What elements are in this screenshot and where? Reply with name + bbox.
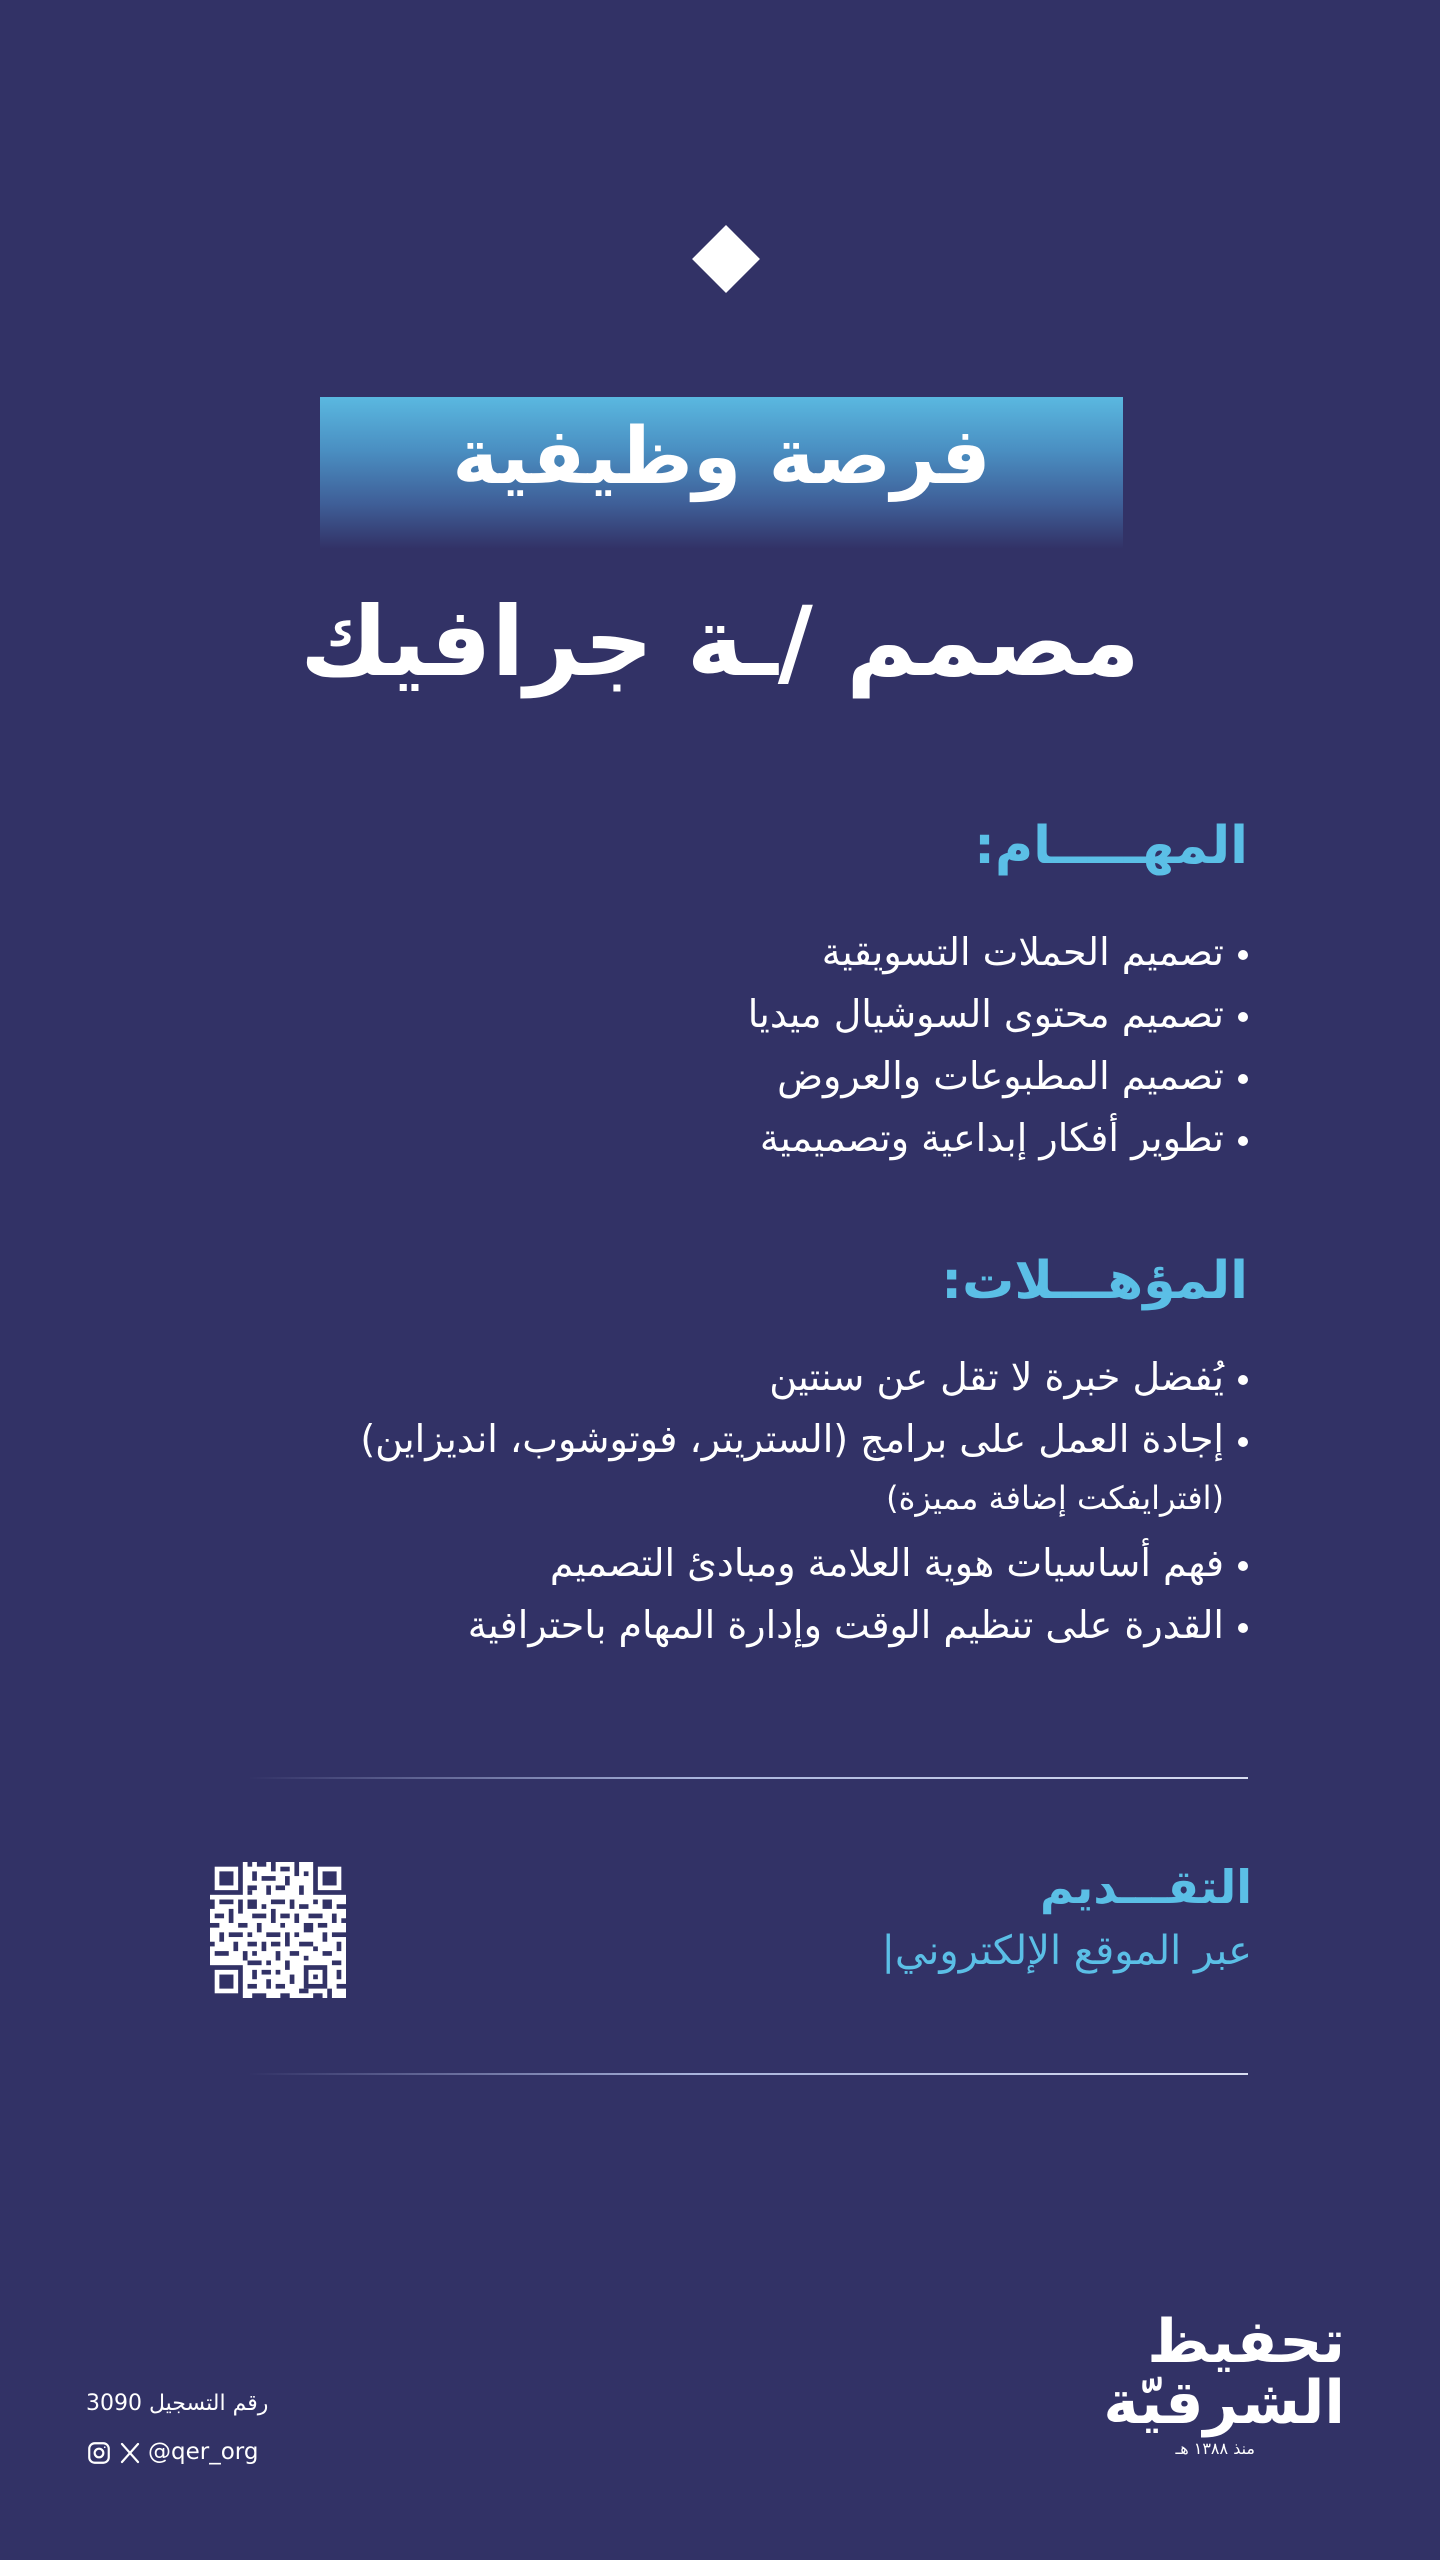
apply-text: عبر الموقع الإلكتروني| bbox=[881, 1928, 1252, 1974]
qualification-text: إجادة العمل على برامج (الستريتر، فوتوشوب، انديزاين) bbox=[360, 1417, 1224, 1461]
qr-code-icon bbox=[210, 1862, 346, 1998]
task-text: تصميم محتوى السوشيال ميديا bbox=[747, 992, 1224, 1036]
bullet-icon bbox=[1238, 1375, 1248, 1385]
tasks-list bbox=[748, 932, 1248, 1180]
task-text: تطوير أفكار إبداعية وتصميمية bbox=[759, 1116, 1224, 1160]
x-icon[interactable] bbox=[118, 2441, 142, 2465]
apply-title: التقـــديم bbox=[1039, 1860, 1252, 1914]
bullet-icon bbox=[1238, 1561, 1248, 1571]
instagram-icon[interactable] bbox=[86, 2440, 112, 2466]
registration-number: رقم التسجيل 3090 bbox=[86, 2391, 269, 2416]
divider-bottom bbox=[248, 2073, 1248, 2075]
qualifications-heading: المؤهـــلات: bbox=[941, 1251, 1248, 1311]
social-handle-text[interactable]: @qer_org bbox=[148, 2439, 259, 2466]
list-item bbox=[360, 1357, 1248, 1419]
task-text: تصميم المطبوعات والعروض bbox=[777, 1054, 1224, 1098]
logo-since: منذ ١٣٨٨ هـ bbox=[1175, 2439, 1255, 2458]
bullet-icon bbox=[1238, 1074, 1248, 1084]
list-item bbox=[360, 1419, 1248, 1481]
title-banner bbox=[320, 397, 1123, 549]
qualification-text: فهم أساسيات هوية العلامة ومبادئ التصميم bbox=[549, 1541, 1224, 1585]
qualification-text: يُفضل خبرة لا تقل عن سنتين bbox=[769, 1355, 1224, 1399]
logo-line2: الشرقيّة bbox=[1103, 2368, 1345, 2438]
list-item-note bbox=[360, 1481, 1248, 1543]
diamond-ornament bbox=[692, 225, 760, 293]
job-title: مصمم /ـة جرافيك bbox=[300, 586, 1140, 698]
list-item bbox=[748, 1118, 1248, 1180]
tasks-heading: المهـــــام: bbox=[974, 816, 1248, 876]
bullet-icon bbox=[1238, 1012, 1248, 1022]
social-handle[interactable] bbox=[86, 2440, 258, 2466]
divider-top bbox=[248, 1777, 1248, 1779]
qr-code[interactable] bbox=[210, 1862, 346, 1998]
bullet-icon bbox=[1238, 1136, 1248, 1146]
list-item bbox=[360, 1605, 1248, 1667]
list-item bbox=[360, 1543, 1248, 1605]
task-text: تصميم الحملات التسويقية bbox=[821, 930, 1224, 974]
list-item bbox=[748, 932, 1248, 994]
qualification-note: (افترايفكت إضافة مميزة) bbox=[886, 1479, 1224, 1517]
bullet-icon bbox=[1238, 1437, 1248, 1447]
logo-line1: تحفيظ bbox=[1147, 2307, 1345, 2377]
organization-logo bbox=[1103, 2307, 1345, 2458]
bullet-icon bbox=[1238, 1623, 1248, 1633]
list-item bbox=[748, 1056, 1248, 1118]
bullet-icon bbox=[1238, 950, 1248, 960]
banner-title: فرصة وظيفية bbox=[452, 412, 991, 502]
list-item bbox=[748, 994, 1248, 1056]
qualifications-list bbox=[360, 1357, 1248, 1667]
qualification-text: القدرة على تنظيم الوقت وإدارة المهام باحترافية bbox=[467, 1603, 1224, 1647]
